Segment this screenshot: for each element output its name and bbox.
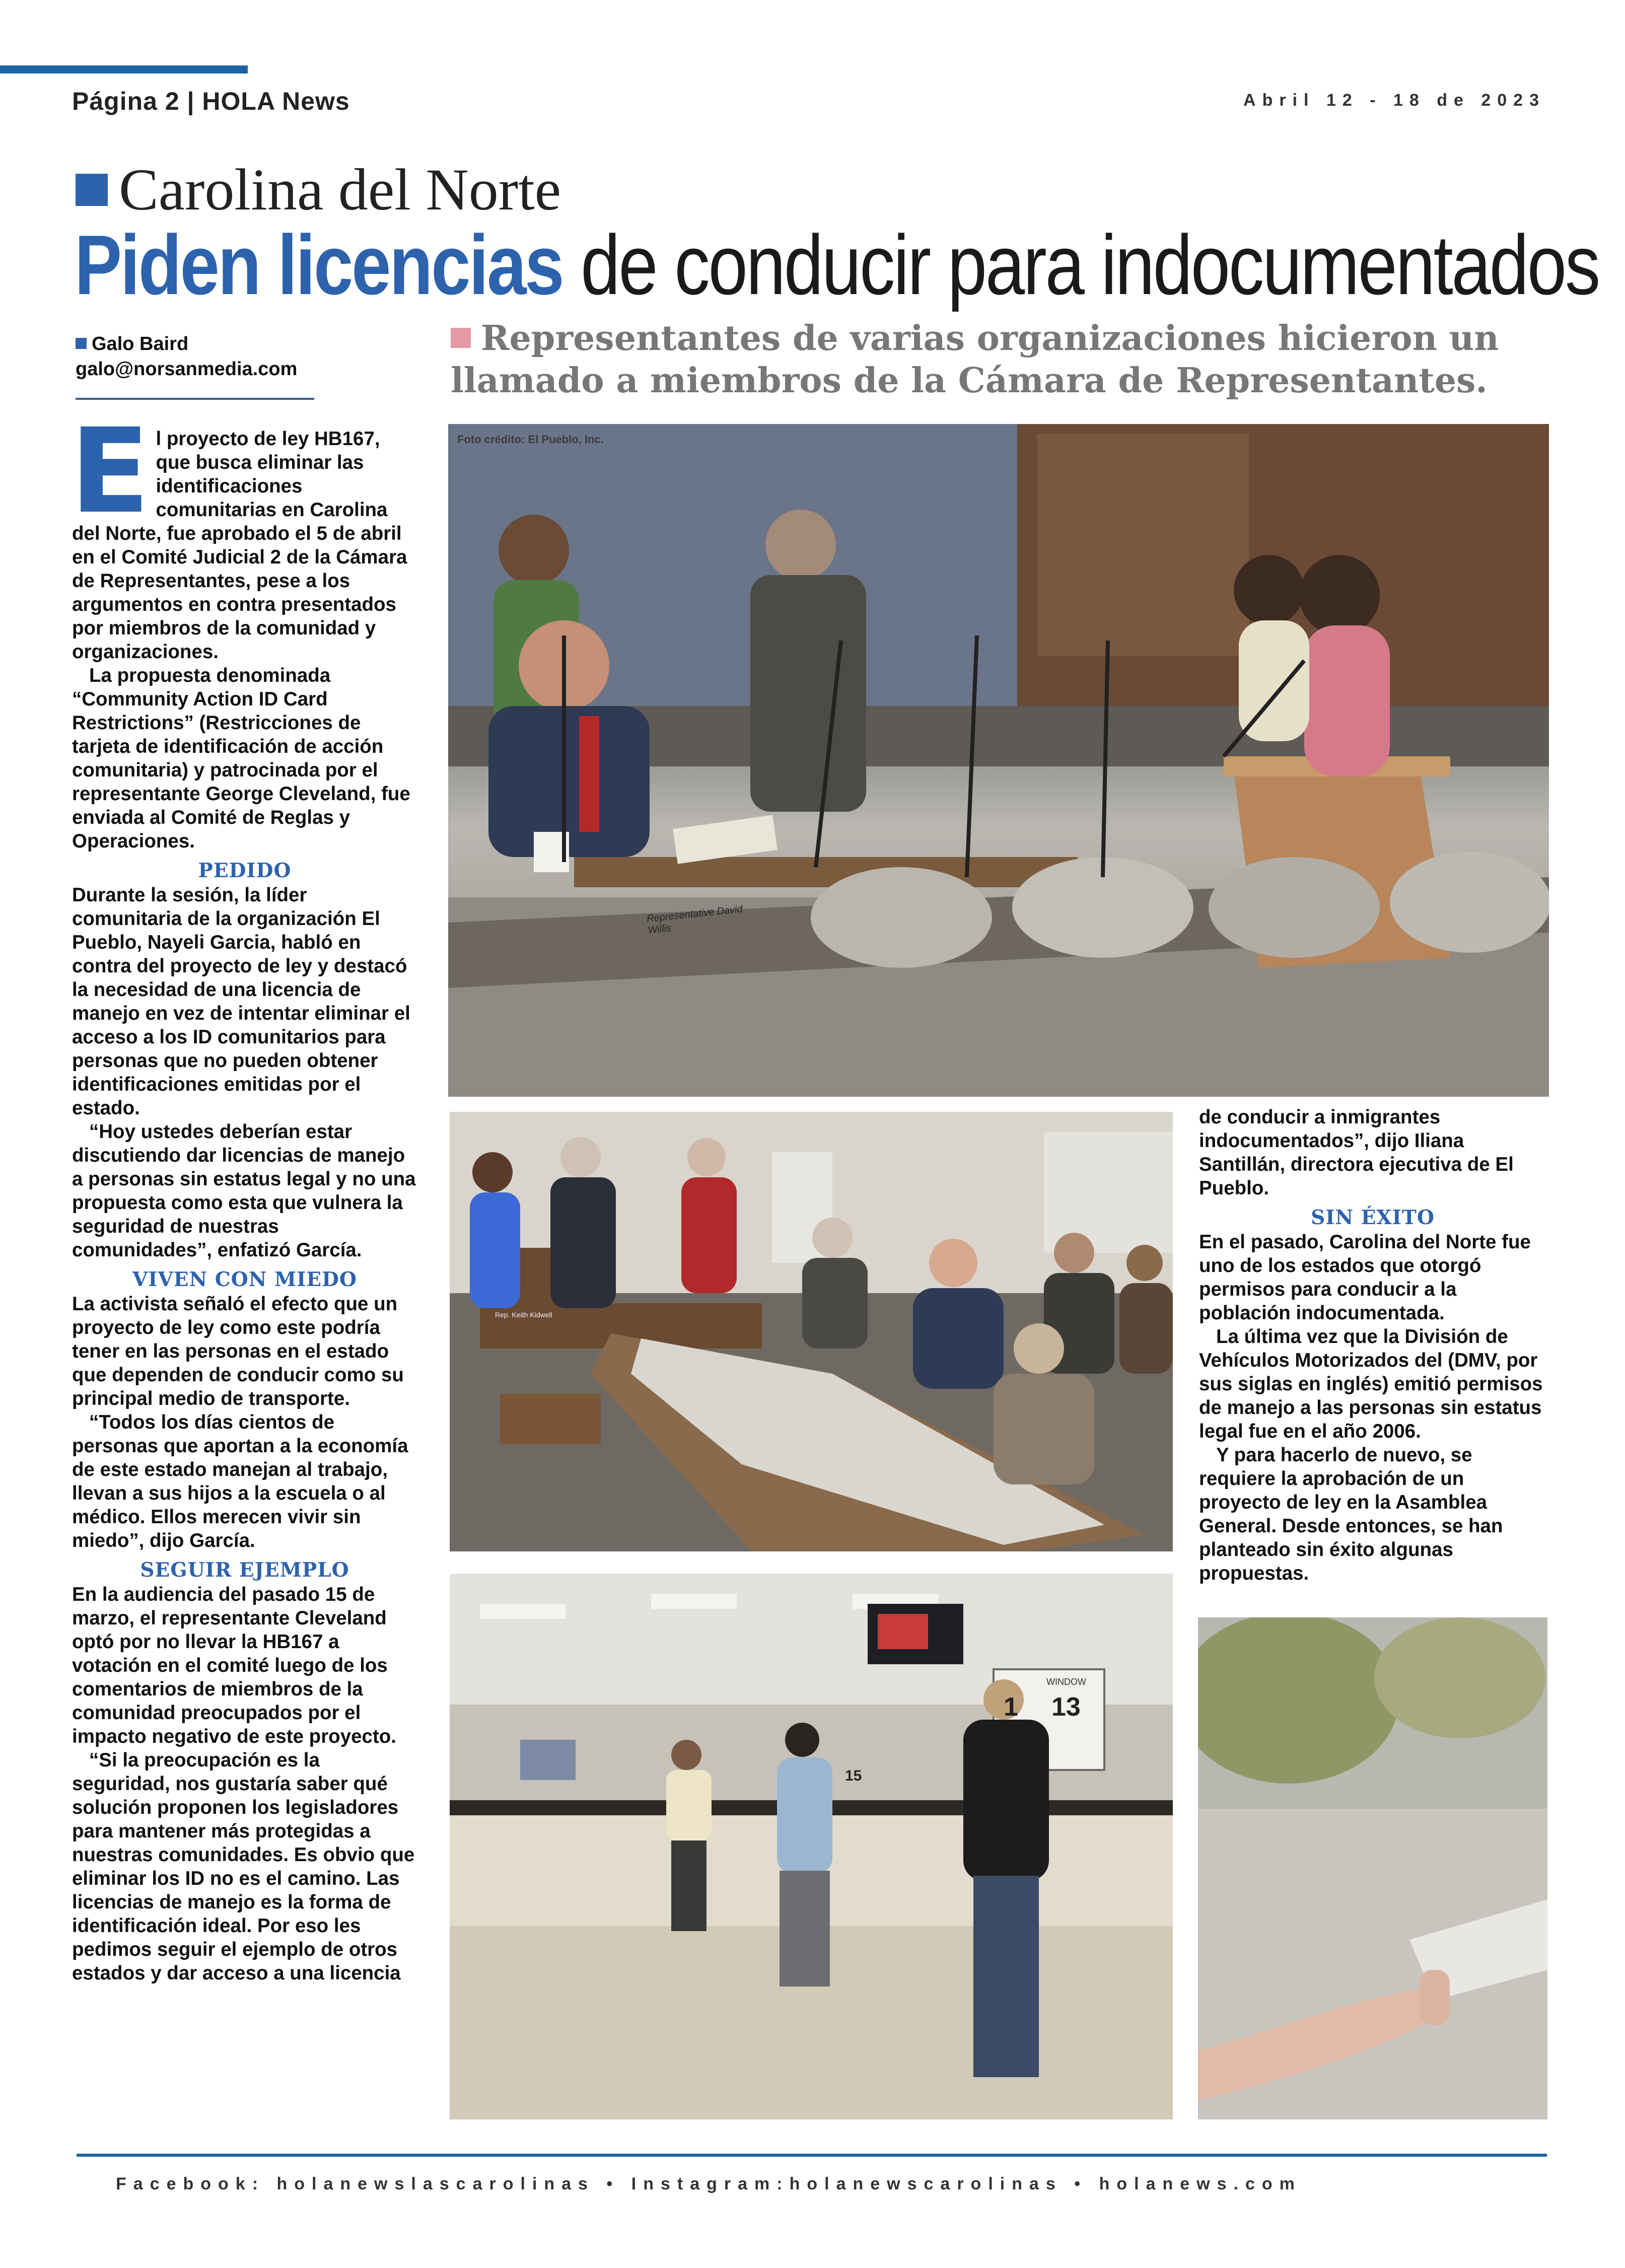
- headline-highlight: Piden licencias: [75, 218, 563, 312]
- paragraph: l proyecto de ley HB167, que busca eliminar las identificaciones comunitarias en Carolina del Norte, fue aprobado el 5 de abril en el Comité Judicial 2 de la Cámara de Representantes, pese a los argumentos en contra presentados por miembros de la comunidad y organizaciones.: [72, 428, 407, 663]
- deck-text: Representantes de varias organizaciones hicieron un llamado a miembros de la Cámara de Representantes.: [451, 318, 1499, 401]
- dropcap: E: [70, 403, 150, 539]
- paragraph: “Todos los días cientos de personas que aportan a la economía de este estado manejan al trabajo, llevan a sus hijos a la escuela o al médico. Ellos merecen vivir sin miedo”, dijo García.: [72, 1411, 408, 1551]
- footer-social-links: Facebook: holanewslascarolinas • Instagram:holanewscarolinas • holanews.com: [116, 2174, 1302, 2193]
- paragraph: de conducir a inmigrantes indocumentados”, dijo Iliana Santillán, directora ejecutiva de El Pueblo.: [1199, 1106, 1514, 1199]
- paragraph: En la audiencia del pasado 15 de marzo, el representante Cleveland optó por no llevar la HB167 a votación en el comité luego de los comentarios de miembros de la comunidad preocupados por el impacto negativo de este proyecto.: [72, 1584, 396, 1747]
- deck: [451, 317, 1548, 402]
- photo-committee-room: [450, 1112, 1173, 1551]
- window-number: 13: [1051, 1692, 1081, 1722]
- photo-credit: Foto crédito: El Pueblo, Inc.: [457, 433, 604, 446]
- paragraph: Y para hacerlo de nuevo, se requiere la aprobación de un proyecto de ley en la Asamblea General. Desde entonces, se han planteado sin éxito algunas propuestas.: [1199, 1444, 1503, 1584]
- headline-rest: de conducir para indocumentados: [562, 218, 1599, 312]
- photo-dmv-office: [450, 1574, 1173, 2119]
- paragraph: La propuesta denominada “Community Action ID Card Restrictions” (Restricciones de tarjeta de identificación de acción comunitaria) y patrocinada por el representante George Cleveland, fue enviada al Comité de Reglas y Operaciones.: [72, 665, 410, 852]
- paragraph: “Hoy ustedes deberían estar discutiendo dar licencias de manejo a personas sin estatus legal y no una propuesta como esta que vulnera la seguridad de nuestras comunidades”, enfatizó García.: [72, 1121, 416, 1261]
- running-head-page: Página 2 | HOLA News: [72, 87, 350, 115]
- subhead-sin-exito: SIN ÉXITO: [1311, 1206, 1435, 1229]
- byline-divider: [76, 398, 314, 400]
- running-head-date: Abril 12 - 18 de 2023: [1243, 91, 1545, 110]
- byline: [76, 331, 297, 382]
- photo-hearing-illustration: [448, 424, 1549, 1097]
- subhead-seguir-ejemplo: SEGUIR EJEMPLO: [140, 1558, 349, 1582]
- section-square-icon: [76, 174, 108, 206]
- photo-dmv-illustration: [450, 1574, 1173, 2119]
- photo-committee-hearing: [448, 424, 1549, 1097]
- footer-divider: [77, 2154, 1547, 2157]
- author-email[interactable]: galo@norsanmedia.com: [76, 359, 298, 380]
- window-number: 1: [1004, 1692, 1018, 1722]
- window-label: WINDOW: [1046, 1677, 1086, 1687]
- author-name: Galo Baird: [92, 333, 189, 355]
- nameplate: Representative David Willis: [646, 903, 743, 936]
- paragraph: En el pasado, Carolina del Norte fue uno de los estados que otorgó permisos para conducir a la población indocumentada.: [1199, 1231, 1531, 1324]
- photo-room-illustration: [450, 1112, 1173, 1551]
- headline: [75, 218, 1599, 312]
- paragraph: La activista señaló el efecto que un proyecto de ley como este podría tener en las personas en el estado que dependen de conducir como su principal medio de transporte.: [72, 1293, 404, 1409]
- photo-hand-illustration: [1198, 1617, 1547, 2119]
- deck-square-icon: [451, 328, 471, 348]
- section-label: [76, 157, 561, 223]
- byline-square-icon: [76, 338, 87, 349]
- article-column-3: [1199, 1105, 1546, 1585]
- subhead-pedido: PEDIDO: [198, 859, 292, 882]
- top-accent-bar: [0, 65, 248, 74]
- section-title: Carolina del Norte: [119, 157, 561, 223]
- subhead-viven-con-miedo: VIVEN CON MIEDO: [132, 1268, 357, 1291]
- photo-hand-license: [1198, 1617, 1547, 2119]
- paragraph: La última vez que la División de Vehículos Motorizados del (DMV, por sus siglas en inglés) emitió permisos de manejo a las personas sin estatus legal fue en el año 2006.: [1199, 1326, 1543, 1442]
- article-column-1: [70, 403, 417, 1985]
- paragraph: Durante la sesión, la líder comunitaria de la organización El Pueblo, Nayeli Garcia, habló en contra del proyecto de ley y destacó la necesidad de una licencia de manejo en vez de intentar eliminar el acceso a los ID comunitarios para personas que no pueden obtener identificaciones emitidas por el estado.: [72, 884, 410, 1119]
- counter-number: 15: [845, 1767, 862, 1784]
- paragraph: “Si la preocupación es la seguridad, nos gustaría saber qué solución proponen los legisladores para mantener más protegidas a nuestras comunidades. Es obvio que eliminar los ID no es el camino. Las licencias de manejo es la forma de identificación ideal. Por eso les pedimos seguir el ejemplo de otros estados y dar acceso a una licencia: [72, 1749, 415, 1984]
- nameplate: Rep. Keith Kidwell: [495, 1311, 552, 1319]
